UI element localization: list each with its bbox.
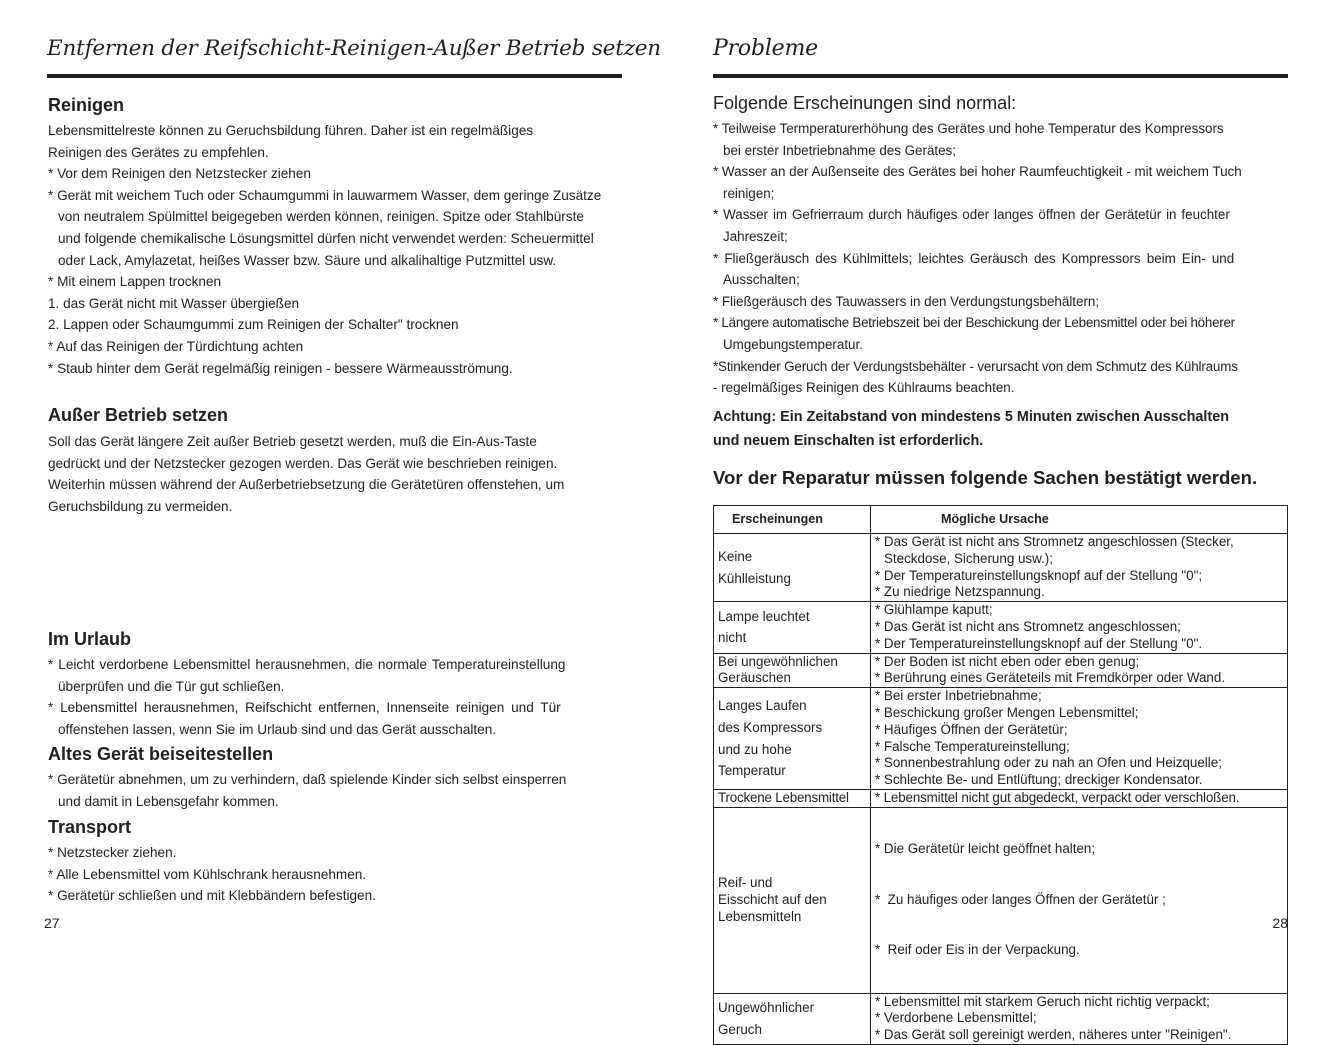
warning-note: Achtung: Ein Zeitabstand von mindestens 5 Minuten zwischen Ausschalten und neuem Einschalten ist erforderlich. <box>713 409 1229 449</box>
column-header-symptoms: Erscheinungen <box>714 506 871 534</box>
page-number: 28 <box>1272 915 1288 931</box>
section-heading-reinigen: Reinigen <box>48 95 125 115</box>
cause-cell: * Die Gerätetür leicht geöffnet halten; * Zu häufiges oder langes Öffnen der Gerätetür ; * Reif oder Eis in der Verpackung. <box>871 807 1288 993</box>
page-title: Entfernen der Reifschicht-Reinigen-Außer Betrieb setzen <box>47 36 661 61</box>
table-row <box>714 534 1288 602</box>
normal-list: * Teilweise Termperaturerhöhung des Gerätes und hohe Temperatur des Kompressors bei erster Inbetriebnahme des Gerätes; * Wasser an der Außenseite des Gerätes bei hoher Raumfeuchtigkeit - mit weichem Tuch reinigen; * Wasser im Gefrierraum durch häufiges oder langes öffnen der Gerätetür in feuchter Jahreszeit; * Fließgeräusch des Kühlmittels; leichtes Geräusch des Kompressors beim Ein- und Ausschalten; * Fließgeräusch des Tauwassers in den Verdungstungsbehältern; * Längere automatische Betriebszeit bei der Beschickung der Lebensmittel oder bei höherer Umgebungstemperatur. *Stinkender Geruch der Verdungstsbehälter - verursacht von dem Schmutz des Kühlraums - regelmäßiges Reinigen des Kühlraums beachten. <box>713 121 1242 396</box>
section-body-altes-geraet: * Gerätetür abnehmen, um zu verhindern, daß spielende Kinder sich selbst einsperren und damit in Lebensgefahr kommen. <box>48 772 567 809</box>
table-row <box>714 688 1288 790</box>
symptom-cell: Bei ungewöhnlichen Geräuschen <box>714 653 871 688</box>
troubleshooting-table <box>713 505 1288 1045</box>
table-row <box>714 602 1288 653</box>
cause-cell: * Lebensmittel nicht gut abgedeckt, verpackt oder verschloßen. <box>871 789 1288 807</box>
section-body-reinigen: Lebensmittelreste können zu Geruchsbildung führen. Daher ist ein regelmäßiges Reinigen des Gerätes zu empfehlen. * Vor dem Reinigen den Netzstecker ziehen * Gerät mit weichem Tuch oder Schaumgummi in lauwarmem Wasser, dem geringe Zusätze von neutralem Spülmittel beigegeben werden können, reinigen. Spitze oder Stahlbürste und folgende chemikalische Lösungsmittel dürfen nicht verwendet werden: Scheuermittel oder Lack, Amylazetat, heißes Wasser bzw. Säure und alkalihaltige Putzmittel usw. * Mit einem Lappen trocknen 1. das Gerät nicht mit Wasser übergießen 2. Lappen oder Schaumgummi zum Reinigen der Schalter" trocknen * Auf das Reinigen der Türdichtung achten * Staub hinter dem Gerät regelmäßig reinigen - bessere Wärmeausströmung. <box>48 123 602 376</box>
table-row <box>714 789 1288 807</box>
cause-cell: * Bei erster Inbetriebnahme; * Beschickung großer Mengen Lebensmittel; * Häufiges Öffnen der Gerätetür; * Falsche Temperatureinstellung; * Sonnenbestrahlung oder zu nah an Ofen und Heizquelle; * Schlechte Be- und Entlüftung; dreckiger Kondensator. <box>871 688 1288 790</box>
symptom-cell: Langes Laufen des Kompressors und zu hohe Temperatur <box>714 688 871 790</box>
column-header-causes: Mögliche Ursache <box>871 506 1288 534</box>
section-heading-ausser-betrieb: Außer Betrieb setzen <box>48 405 229 425</box>
page-number: 27 <box>44 915 60 931</box>
symptom-cell: Reif- und Eisschicht auf den Lebensmitteln <box>714 807 871 993</box>
page-title: Probleme <box>713 36 818 61</box>
section-heading-transport: Transport <box>48 817 132 837</box>
title-rule <box>713 74 1288 78</box>
table-row <box>714 807 1288 993</box>
repair-heading: Vor der Reparatur müssen folgende Sachen bestätigt werden. <box>713 467 1258 488</box>
title-rule <box>47 74 622 78</box>
section-heading-urlaub: Im Urlaub <box>48 629 132 649</box>
cause-cell: * Lebensmittel mit starkem Geruch nicht richtig verpackt; * Verdorbene Lebensmittel; * Das Gerät soll gereinigt werden, näheres unter "Reinigen". <box>871 993 1288 1044</box>
section-heading-altes-geraet: Altes Gerät beiseitestellen <box>48 744 274 764</box>
section-body-transport: * Netzstecker ziehen. * Alle Lebensmittel vom Kühlschrank herausnehmen. * Gerätetür schließen und mit Klebbändern befestigen. <box>48 845 376 904</box>
symptom-cell: Lampe leuchtet nicht <box>714 602 871 653</box>
section-body-urlaub: * Leicht verdorbene Lebensmittel herausnehmen, die normale Temperatureinstellung überprüfen und die Tür gut schließen. * Lebensmittel herausnehmen, Reifschicht entfernen, Innenseite reinigen und Tür offenstehen lassen, wenn Sie im Urlaub sind und das Gerät ausschalten. <box>48 657 566 737</box>
normal-heading: Folgende Erscheinungen sind normal: <box>713 93 1017 113</box>
cause-cell: * Der Boden ist nicht eben oder eben genug; * Berührung eines Geräteteils mit Fremdkörper oder Wand. <box>871 653 1288 688</box>
symptom-cell: Ungewöhnlicher Geruch <box>714 993 871 1044</box>
table-header-row <box>714 506 1288 534</box>
cause-cell: * Glühlampe kaputt; * Das Gerät ist nicht ans Stromnetz angeschlossen; * Der Temperatureinstellungsknopf auf der Stellung "0". <box>871 602 1288 653</box>
section-body-ausser-betrieb: Soll das Gerät längere Zeit außer Betrieb gesetzt werden, muß die Ein-Aus-Taste gedrückt und der Netzstecker gezogen werden. Das Gerät wie beschrieben reinigen. Weiterhin müssen während der Außerbetriebsetzung die Gerätetüren offenstehen, um Geruchsbildung zu vermeiden. <box>48 434 565 514</box>
table-row <box>714 653 1288 688</box>
symptom-cell: Trockene Lebensmittel <box>714 789 871 807</box>
symptom-cell: Keine Kühlleistung <box>714 534 871 602</box>
table-row <box>714 993 1288 1044</box>
cause-cell: * Das Gerät ist nicht ans Stromnetz angeschlossen (Stecker, Steckdose, Sicherung usw.); * Der Temperatureinstellungsknopf auf der Stellung "0"; * Zu niedrige Netzspannung. <box>871 534 1288 602</box>
